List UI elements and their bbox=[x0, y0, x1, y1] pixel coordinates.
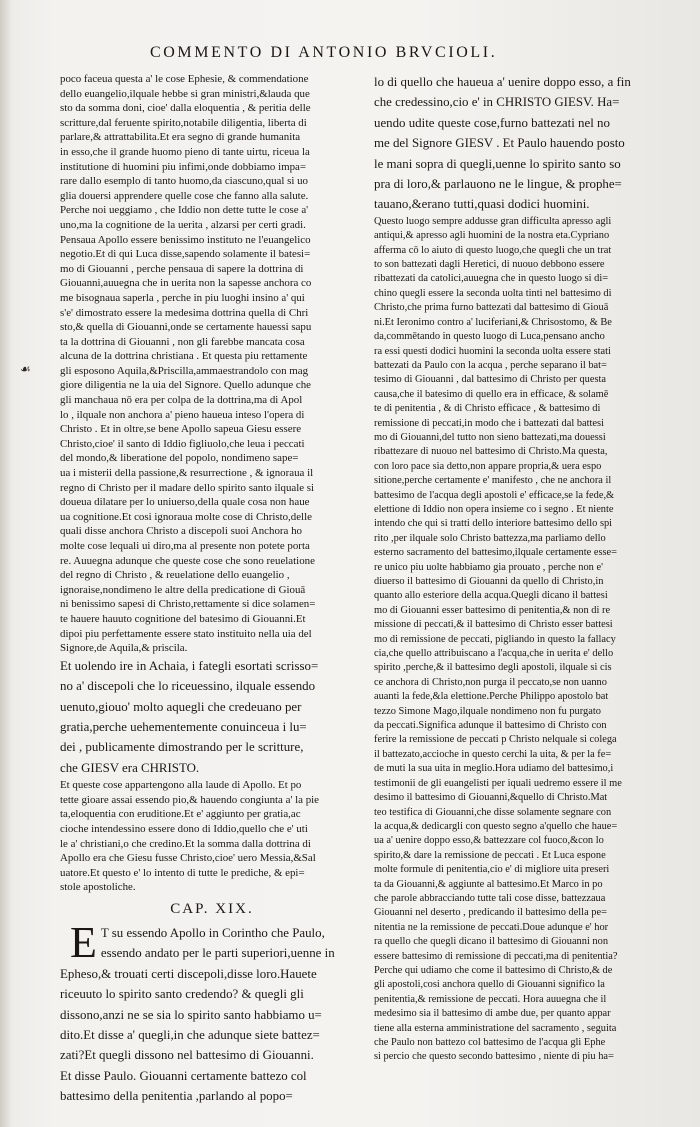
text-line: riceuuto lo spirito santo credendo? & quegli gli bbox=[60, 987, 304, 1002]
text-line: tesimo di Giouanni , dal battesimo di Christo per questa bbox=[374, 374, 607, 386]
text-line: poco faceua questa a' le cose Ephesie, & commendatione bbox=[60, 73, 309, 85]
text-line: le a' christiani,o che credino.Et la somma dalla dottrina di bbox=[60, 837, 311, 850]
text-line: mo di remissione de peccati, pigliando in questo la fallacy bbox=[374, 633, 616, 645]
text-line: nitentia ne la remissione de peccati.Doue adunque e' hor bbox=[374, 921, 609, 933]
text-line: spirito,& dare la remissione de peccati . Et Luca espone bbox=[374, 849, 606, 861]
text-line: da peccati.Significa adunque il battesimo di Christo con bbox=[374, 720, 607, 732]
text-line: gli esposono Aquila,&Priscilla,ammaestrandolo con mag bbox=[60, 364, 309, 377]
text-line: dipoi piu perfettamente essere stato instituito nella uia del bbox=[60, 627, 312, 640]
text-line: cioche intendessino essere dono di Iddio,quello che e' uti bbox=[60, 822, 308, 835]
text-line: ce anchora di Christo,non purga il peccato,se non uanno bbox=[374, 676, 607, 688]
text-line: del mondo,& liberatione del popolo, nondimeno sape= bbox=[60, 452, 299, 465]
text-line: te hauere hauuto cognitione del batesimo di Giouanni.Et bbox=[60, 612, 306, 625]
text-line: dello euangelio,ilquale hebbe si gran ministri,&lauda que bbox=[60, 87, 310, 100]
text-line: sto da somma doni, cioe' dalla eloquentia , & peritia delle bbox=[60, 102, 311, 115]
text-line: battezati da Paulo con la acqua , perche separano il bat= bbox=[374, 359, 607, 371]
text-line: pra di loro,& parlauono ne le lingue, & prophe= bbox=[374, 177, 622, 192]
text-line: ribattezati da catolici,auuegna che in questo luogo si di= bbox=[374, 273, 609, 285]
text-line: intendo che qui si tratti dello interiore battesimo dello spi bbox=[374, 518, 613, 530]
text-line: spirito ,perche,& il battesimo degli apostoli, ilquale si cis bbox=[374, 662, 612, 674]
text-line: ribattezare di nuouo nel battesimo di Christo.Ma questa, bbox=[374, 446, 608, 458]
left-column bbox=[60, 72, 364, 1107]
text-line: tauano,&erano tutti,quasi dodici huomini. bbox=[374, 197, 590, 212]
text-line: Et uolendo ire in Achaia, i fategli esortati scrisso= bbox=[60, 658, 319, 673]
text-line: Et disse Paulo. Giouanni certamente battezo col bbox=[60, 1068, 307, 1083]
chapter-opening-paragraph bbox=[60, 917, 364, 1107]
text-line: me del Signore GIESV . Et Paulo hauendo posto bbox=[374, 136, 625, 151]
text-line: stole apostoliche. bbox=[60, 881, 136, 894]
text-line: uatore.Et questo e' lo intento di tutte le prediche, & epi= bbox=[60, 866, 305, 879]
chapter-verse-lines bbox=[60, 917, 364, 1107]
text-line: auanti la fede,&la elettione.Perche Philippo apostolo bat bbox=[374, 691, 609, 703]
text-line: molte cose lequali ui diro,ma al presente non potete porta bbox=[60, 540, 310, 552]
text-line: teo testifica di Giouanni,che disse solamente segnare con bbox=[374, 806, 612, 818]
text-line: dei , publicamente dimostrando per le scritture, bbox=[60, 740, 304, 755]
text-line: Epheso,& trouati certi discepoli,disse loro.Hauete bbox=[60, 966, 317, 981]
text-line: Giouanni,auuegna che in uerita non la sapesse anchora co bbox=[60, 277, 312, 290]
text-line: doueua dilatare per lo uniuerso,della quale cosa non haue bbox=[60, 496, 310, 509]
text-line: che parole abbracciando tutte tali cose disse, battezzaua bbox=[374, 892, 606, 904]
text-line: uenuto,giouo' molto aquegli che credeuano per bbox=[60, 699, 302, 714]
text-line: re. Auuegna adunque che queste cose che sono reuelatione bbox=[60, 554, 315, 567]
marginal-hand-icon: ☙ bbox=[20, 362, 31, 376]
text-line: alcuna de la dottrina christiana . Et questa piu rettamente bbox=[60, 350, 308, 363]
text-line: regno di Christo per il madare dello spirito santo ilquale si bbox=[60, 481, 315, 494]
text-line: elettione di Iddio non opera insieme co i segno . Et niente bbox=[374, 503, 614, 515]
text-line: no a' discepoli che lo riceuessino, ilquale essendo bbox=[60, 679, 316, 694]
text-line: rito ,per ilquale solo Christo battezza,ma parliamo dello bbox=[374, 532, 606, 544]
text-line: dito.Et disse a' quegli,in che adunque siete battez= bbox=[60, 1027, 320, 1042]
text-line: mo di Giouanni , perche pensaua di sapere la dottrina di bbox=[60, 262, 304, 275]
text-line: institutione di huomini piu infimi,onde dobbiamo impa= bbox=[60, 160, 307, 173]
drop-capital: E bbox=[70, 917, 97, 967]
text-line: zati?Et quegli dissono nel battesimo di Giouanni. bbox=[60, 1048, 314, 1063]
text-line: tezzo Simone Mago,ilquale nondimeno non fu purgato bbox=[374, 705, 601, 717]
text-line: ferire la remissione de peccati p Christo nelquale si colega bbox=[374, 734, 617, 746]
text-line: de muti la sua uita in meglio.Hora udiamo del battesimo,i bbox=[374, 763, 614, 775]
text-line: afferma cō lo aiuto di questo luogo,che quegli che un trat bbox=[374, 244, 612, 256]
text-line: glia douersi apprendere quelle cose che fanno alla salute. bbox=[60, 189, 309, 202]
text-line: si percio che questo secondo battesimo , niente di piu ha= bbox=[374, 1051, 614, 1063]
running-head: COMMENTO DI ANTONIO BRVCIOLI. bbox=[150, 44, 498, 61]
text-line: to son battezati dagli Heretici, di nuouo debbono essere bbox=[374, 259, 605, 271]
text-line: Perche qui udiamo che come il battesimo di Christo,& de bbox=[374, 964, 613, 976]
text-line: Et queste cose appartengono alla laude di Apollo. Et po bbox=[60, 779, 302, 792]
text-line: Questo luogo sempre addusse gran difficulta apresso agli bbox=[374, 215, 612, 227]
text-line: rare dallo esemplo di tanto huomo,da ciascuno,qual si uo bbox=[60, 175, 309, 188]
text-line: tette gioare assai essendo pio,& hauendo congiunta a' la pie bbox=[60, 793, 320, 806]
text-line: mo di Giouanni esser battesimo di penitentia,& non di re bbox=[374, 604, 611, 616]
text-line: te di penitentia , & di Christo efficace , & battesimo di bbox=[374, 403, 601, 415]
text-line: Christo,che prima furno battezati dal battesimo di Giouā bbox=[374, 302, 609, 314]
commentary-block-3 bbox=[374, 215, 690, 1065]
text-line: in esso,che il grande huomo pieno di tante uirtu, riceua la bbox=[60, 145, 310, 158]
chapter-heading: CAP. XIX. bbox=[170, 900, 254, 917]
text-line: Perche noi ueggiamo , che Iddio non dette tutte le cose a' bbox=[60, 204, 309, 217]
text-line: causa,che il batesimo di quello era in efficace, & solamē bbox=[374, 388, 609, 400]
text-line: mo di Giouanni,del tutto non sieno battezati,ma douessi bbox=[374, 431, 606, 443]
text-line: quali disse anchora Christo a discepoli suoi Anchora ho bbox=[60, 525, 302, 538]
text-line: Signore,de Aquila,& priscila. bbox=[60, 642, 188, 655]
text-line: ra quello che quegli dicano il battesimo di Giouanni non bbox=[374, 936, 609, 948]
text-line: ua cognitione.Et cosi ignoraua molte cose di Christo,delle bbox=[60, 510, 312, 523]
text-line: parlare,& attrattabilita.Et era segno di grande humanita bbox=[60, 131, 301, 144]
text-line: uendo udite queste cose,furno battezati nel no bbox=[374, 115, 610, 130]
text-line: esterno sacramento del battesimo,ilquale certamente esse= bbox=[374, 547, 618, 559]
text-line: penitentia,& remissione de peccati. Hora auuegna che il bbox=[374, 993, 607, 1005]
text-line: che GIESV era CHRISTO. bbox=[60, 760, 200, 775]
text-line: tiene alla esterna amministratione del sacramento , seguita bbox=[374, 1022, 617, 1034]
text-line: la acqua,& dedicargli con questo segno a'quello che haue= bbox=[374, 820, 618, 832]
text-line: giore diligentia ne la uia del Signore. Quello adunque che bbox=[60, 379, 312, 392]
text-line: battesimo de l'acqua degli apostoli e' efficace,se la fede,& bbox=[374, 489, 615, 501]
right-column bbox=[374, 72, 690, 1065]
text-line: dissono,anzi ne se sia lo spirito santo habbiamo u= bbox=[60, 1007, 322, 1022]
text-line: quanto allo esteriore della acqua.Quegli dicano il battesi bbox=[374, 590, 608, 602]
text-line: ua i misterii della passione,& resurrectione , & ignoraua il bbox=[60, 467, 314, 480]
text-line: il battezato,accioche in questo cerchi la uita, & per la fe= bbox=[374, 748, 612, 760]
text-line: re unico piu uolte habbiamo gia prouato , perche non e' bbox=[374, 561, 603, 573]
text-line: Pensaua Apollo essere benissimo instituto ne l'euangelico bbox=[60, 233, 311, 246]
text-line: molte formule di penitentia,cio e' di migliore uita preseri bbox=[374, 864, 610, 876]
scripture-verse-block-continued bbox=[374, 72, 690, 215]
text-line: s'e' dimostrato essere la medesima dottrina quella di Chri bbox=[60, 306, 309, 319]
text-line: Christo . Et in oltre,se bene Apollo sapeua Giesu essere bbox=[60, 423, 302, 436]
text-line: negotio.Et di qui Luca disse,sapendo solamente il batesi= bbox=[60, 248, 311, 261]
text-line: lo di quello che haueua a' uenire doppo esso, a fin bbox=[374, 75, 631, 89]
text-line: che credessino,cio e' in CHRISTO GIESV. Ha= bbox=[374, 95, 620, 110]
text-line: essere battesimo di remissione di peccati,ma di penitentia? bbox=[374, 950, 618, 962]
text-line: sitione,perche certamente e' manifesto , che ne anchora il bbox=[374, 475, 612, 487]
commentary-block-1 bbox=[60, 72, 364, 656]
text-line: che Paulo non battezo col battesimo de l'acqua gli Ephe bbox=[374, 1037, 606, 1048]
text-line: le mani sopra di quegli,uenne lo spirito santo so bbox=[374, 156, 621, 171]
text-line: T su essendo Apollo in Corintho che Paulo, bbox=[100, 925, 325, 940]
text-line: cia,che quello attribuiscano a l'acqua,che in uerita e' dello bbox=[374, 648, 614, 660]
text-line: sto,& quella di Giouanni,onde se certamente hauessi sapu bbox=[60, 321, 312, 334]
text-line: Giouanni nel deserto , predicando il battesimo della pe= bbox=[374, 907, 607, 919]
text-line: uno,ma la cognitione de la uerita , alzarsi per certi gradi. bbox=[60, 218, 306, 231]
text-line: diuerso il battesimo di Giouanni da quello di Christo,in bbox=[374, 576, 604, 587]
text-line: ni benissimo sapesi di Christo,rettamente si dice solamen= bbox=[60, 598, 316, 611]
text-line: gratia,perche uehementemente conuinceua i lu= bbox=[60, 719, 307, 734]
text-line: ta la dottrina di Giouanni , non gli farebbe mancata cosa bbox=[60, 335, 305, 348]
text-line: con loro pace sia detto,non appare propria,& uera espo bbox=[374, 460, 602, 472]
text-line: scritture,dal feruente spirito,notabile diligentia, liberta di bbox=[60, 116, 307, 129]
text-line: ignoraise,nondimeno le altre della predicatione di Giouā bbox=[60, 583, 306, 596]
text-line: essendo andato per le parti superiori,uenne in bbox=[100, 946, 335, 961]
text-line: Apollo era che Giesu fusse Christo,cioe' uero Messia,&Sal bbox=[60, 852, 316, 865]
text-line: ta,eloquentia con eruditione.Et e' aggiunto per gratia,ac bbox=[60, 808, 301, 821]
text-line: missione di peccati,& il battesimo di Christo esser battesi bbox=[374, 619, 613, 631]
text-line: ua a' uenire doppo esso,& battezzare col fuoco,&con lo bbox=[374, 835, 604, 847]
text-line: antiqui,& apresso agli huomini de la nostra eta.Cypriano bbox=[374, 230, 610, 242]
book-spine-shadow bbox=[0, 0, 12, 1127]
text-line: lo , ilquale non anchora a' pieno haueua inteso l'opera di bbox=[60, 408, 305, 421]
text-line: ta da Giouanni,& aggiunte al battesimo.Et Marco in po bbox=[374, 878, 603, 890]
text-line: chino quegli essere la seconda uolta tinti nel battesimo di bbox=[374, 287, 612, 299]
text-line: Christo,cioe' il santo di Iddio figliuolo,che leua i peccati bbox=[60, 437, 305, 450]
text-line: ni.Et Ieronimo contro a' luciferiani,& Chrisostomo, & Be bbox=[374, 316, 612, 328]
text-line: remissione di peccati,in modo che i battezati dal battesi bbox=[374, 417, 604, 429]
text-line: gli apostoli,cosi anchora quello di Giouanni significo la bbox=[374, 979, 605, 991]
text-line: me bisognaua saperla , perche in piu luoghi insino a' qui bbox=[60, 291, 305, 304]
text-line: ra essi questi dodici huomini la seconda uolta essere stati bbox=[374, 345, 611, 357]
text-line: da,commētando in questo luogo di Luca,pensano ancho bbox=[374, 331, 605, 343]
text-line: gli manchaua nō era per colpa de la dottrina,ma di Apol bbox=[60, 394, 303, 407]
text-line: desimo il battesimo di Giouanni,&quello di Christo.Mat bbox=[374, 792, 608, 804]
scripture-verse-block bbox=[60, 656, 364, 778]
commentary-block-2 bbox=[60, 778, 364, 895]
text-line: battesimo della penitentia ,parlando al popo= bbox=[60, 1089, 293, 1104]
text-line: del regno di Christo , & reuelatione dello euangelio , bbox=[60, 569, 290, 582]
text-line: medesimo sia il battesimo di ambe due, per quanto appar bbox=[374, 1008, 611, 1020]
text-line: testimonii de gli euangelisti per iquali uedremo essere il me bbox=[374, 777, 622, 789]
